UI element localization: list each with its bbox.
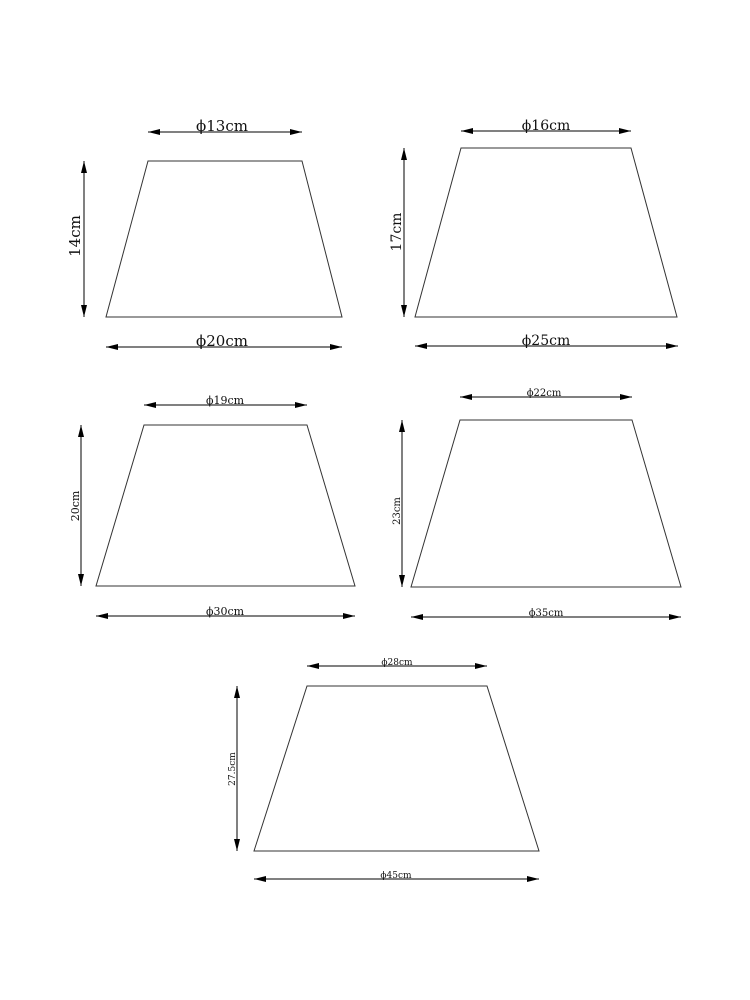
shade-a-bottom-diameter-label: ϕ20cm (196, 332, 248, 350)
shade-d-height-arrow-bottom (399, 575, 405, 587)
shade-d-height-label: 23cm (392, 497, 403, 525)
shade-a (66, 117, 342, 350)
shade-c-outline (96, 425, 355, 586)
shade-e-bottom-arrow-left (254, 876, 266, 882)
shade-c-bottom-diameter-label: ϕ30cm (205, 605, 245, 618)
shade-e-height-arrow-top (234, 686, 240, 698)
shade-b-height-arrow-bottom (401, 305, 407, 317)
shade-c-top-arrow-right (295, 402, 307, 408)
shade-a-bottom-arrow-left (106, 344, 118, 350)
shade-e-top-diameter-label: ϕ28cm (381, 658, 413, 668)
shade-c-top-arrow-left (144, 402, 156, 408)
shade-b-height-arrow-top (401, 148, 407, 160)
shade-b-top-diameter-label: ϕ16cm (521, 118, 571, 134)
shade-c-top-diameter-label: ϕ19cm (205, 394, 245, 407)
shade-c-bottom-arrow-right (343, 613, 355, 619)
shade-d-bottom-arrow-right (669, 614, 681, 620)
shade-b-top-arrow-left (461, 128, 473, 134)
shade-a-height-arrow-bottom (81, 305, 87, 317)
shade-e (228, 658, 539, 882)
shade-b (389, 118, 678, 349)
shade-e-bottom-arrow-right (527, 876, 539, 882)
shade-b-height-label: 17cm (389, 212, 405, 252)
shade-a-top-arrow-left (148, 129, 160, 135)
shade-d-top-arrow-right (620, 394, 632, 400)
shade-a-top-arrow-right (290, 129, 302, 135)
shade-d-top-diameter-label: ϕ22cm (526, 388, 562, 399)
shade-b-top-arrow-right (619, 128, 631, 134)
shade-c-height-label: 20cm (69, 490, 82, 522)
shade-e-outline (254, 686, 539, 851)
shade-b-bottom-arrow-left (415, 343, 427, 349)
shade-d-outline (411, 420, 681, 587)
shade-a-bottom-arrow-right (330, 344, 342, 350)
shade-b-bottom-diameter-label: ϕ25cm (521, 333, 571, 349)
shade-c-height-arrow-bottom (78, 574, 84, 586)
shade-c-bottom-arrow-left (96, 613, 108, 619)
shade-e-height-arrow-bottom (234, 839, 240, 851)
shade-a-height-label: 14cm (66, 215, 84, 257)
shade-c-height-arrow-top (78, 425, 84, 437)
shade-e-bottom-diameter-label: ϕ45cm (380, 871, 412, 881)
shade-a-height-arrow-top (81, 161, 87, 173)
shade-b-outline (415, 148, 677, 317)
shade-e-top-arrow-left (307, 663, 319, 669)
shade-e-height-label: 27.5cm (228, 752, 238, 786)
shade-a-top-diameter-label: ϕ13cm (196, 117, 248, 135)
shade-d-height-arrow-top (399, 420, 405, 432)
shade-a-outline (106, 161, 342, 317)
shade-e-top-arrow-right (475, 663, 487, 669)
shade-d-bottom-arrow-left (411, 614, 423, 620)
shade-d-top-arrow-left (460, 394, 472, 400)
shade-b-bottom-arrow-right (666, 343, 678, 349)
shade-c (69, 394, 355, 619)
shade-d-bottom-diameter-label: ϕ35cm (528, 608, 564, 619)
shade-d (392, 388, 681, 620)
